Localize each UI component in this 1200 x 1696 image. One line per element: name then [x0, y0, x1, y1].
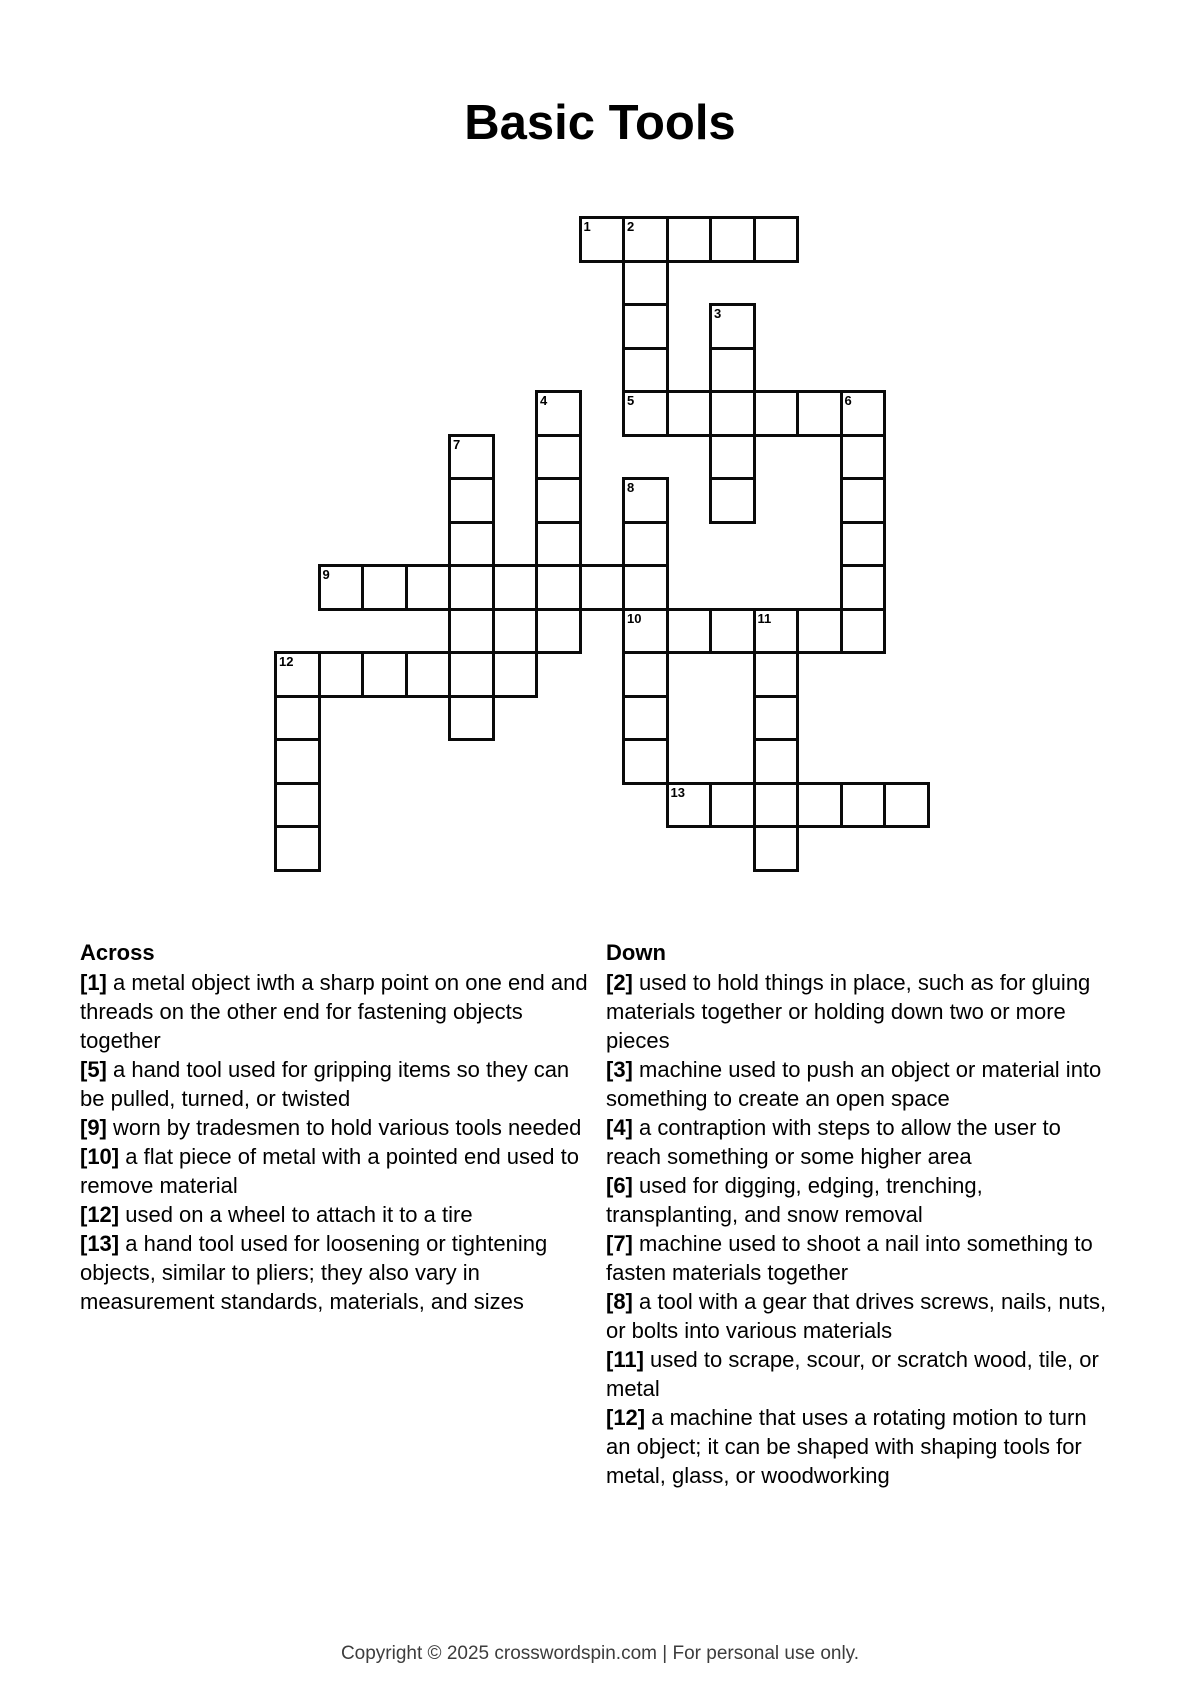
- grid-cell: [622, 738, 669, 785]
- grid-cell: [709, 782, 756, 829]
- footer-copyright: Copyright © 2025 crosswordspin.com | For personal use only.: [340, 1643, 860, 1664]
- grid-cell-number: 1: [583, 219, 591, 234]
- grid-cell: [535, 434, 582, 481]
- clue-number: [11]: [606, 1347, 644, 1372]
- grid-cell: [753, 825, 800, 872]
- grid-cell-number: 6: [844, 393, 852, 408]
- clue-number: [12]: [606, 1405, 646, 1430]
- grid-cell: [709, 434, 756, 481]
- clue-number: [5]: [80, 1057, 107, 1082]
- grid-cell: [492, 608, 539, 655]
- grid-cell: [448, 521, 495, 568]
- grid-cell: [840, 477, 887, 524]
- grid-cell: [753, 608, 800, 655]
- grid-cell: [622, 564, 669, 611]
- grid-cell: [840, 390, 887, 437]
- grid-cell-number: 4: [540, 393, 548, 408]
- clue-number: [13]: [80, 1231, 120, 1256]
- clue-down-8: [8] a tool with a gear that drives screws, nails, nuts, or bolts into various materials: [606, 1289, 1107, 1343]
- grid-cell: [709, 390, 756, 437]
- clue-down-4: [4] a contraption with steps to allow the user to reach something or some higher area: [606, 1115, 1061, 1169]
- grid-cell: [535, 608, 582, 655]
- grid-cell: [796, 608, 843, 655]
- grid-cell: [535, 390, 582, 437]
- clue-down-6: [6] used for digging, edging, trenching, transplanting, and snow removal: [606, 1173, 983, 1227]
- grid-cell: [448, 608, 495, 655]
- grid-cell: [840, 564, 887, 611]
- grid-cell: [318, 564, 365, 611]
- clue-number: [10]: [80, 1144, 120, 1169]
- grid-cell: [622, 216, 669, 263]
- clue-down-12: [12] a machine that uses a rotating motion to turn an object; it can be shaped with shaping tools for metal, glass, or woodworking: [606, 1405, 1087, 1488]
- grid-cell: [883, 782, 930, 829]
- grid-cell-number: 2: [627, 219, 635, 234]
- grid-cell: [535, 521, 582, 568]
- across-heading: Across: [80, 940, 155, 965]
- clue-number: [8]: [606, 1289, 633, 1314]
- grid-cell: [796, 782, 843, 829]
- grid-cell: [492, 564, 539, 611]
- grid-cell-number: 3: [714, 306, 722, 321]
- grid-cell: [622, 521, 669, 568]
- grid-cell: [753, 651, 800, 698]
- grid-cell: [274, 695, 321, 742]
- grid-cell-number: 5: [627, 393, 635, 408]
- grid-cell: [405, 651, 452, 698]
- clue-across-12: [12] used on a wheel to attach it to a tire: [80, 1202, 473, 1227]
- clue-number: [6]: [606, 1173, 633, 1198]
- clue-across-5: [5] a hand tool used for gripping items so they can be pulled, turned, or twisted: [80, 1057, 570, 1111]
- down-heading: Down: [606, 940, 666, 965]
- grid-cell: [753, 738, 800, 785]
- grid-cell: [709, 303, 756, 350]
- clue-across-10: [10] a flat piece of metal with a pointed end used to remove material: [80, 1144, 579, 1198]
- grid-cell: [840, 434, 887, 481]
- clue-number: [9]: [80, 1115, 107, 1140]
- grid-cell: [840, 521, 887, 568]
- grid-cell: [666, 390, 713, 437]
- grid-cell: [622, 390, 669, 437]
- grid-cell: [535, 564, 582, 611]
- grid-cell: [274, 738, 321, 785]
- clue-number: [2]: [606, 970, 633, 995]
- grid-cell: [622, 260, 669, 307]
- grid-cell: [622, 651, 669, 698]
- grid-cell: [448, 434, 495, 481]
- page-title: Basic Tools: [464, 96, 736, 150]
- grid-cell: [274, 825, 321, 872]
- grid-cell: [622, 608, 669, 655]
- grid-cell: [448, 651, 495, 698]
- grid-cell-number: 11: [757, 610, 772, 626]
- grid-cell: [448, 564, 495, 611]
- grid-cell: [840, 608, 887, 655]
- clue-number: [4]: [606, 1115, 633, 1140]
- clue-down-3: [3] machine used to push an object or material into something to create an open space: [606, 1057, 1102, 1111]
- grid-cell: [622, 477, 669, 524]
- grid-cell: [361, 651, 408, 698]
- grid-cell: [666, 782, 713, 829]
- grid-cell: [492, 651, 539, 698]
- clue-number: [12]: [80, 1202, 120, 1227]
- grid-cell: [622, 347, 669, 394]
- across-clue-list: [80, 968, 588, 1316]
- clue-across-13: [13] a hand tool used for loosening or tightening objects, similar to pliers; they also vary in measurement standards, materials, and sizes: [80, 1231, 548, 1314]
- grid-cell: [535, 477, 582, 524]
- grid-cell: [622, 695, 669, 742]
- grid-cell: [361, 564, 408, 611]
- grid-cell: [753, 390, 800, 437]
- grid-cell: [709, 347, 756, 394]
- grid-cell: [579, 564, 626, 611]
- grid-cell: [753, 782, 800, 829]
- grid-cell-number: 8: [627, 480, 635, 495]
- clue-across-1: [1] a metal object iwth a sharp point on one end and threads on the other end for fastening objects together: [80, 970, 588, 1053]
- grid-cell: [753, 216, 800, 263]
- grid-cell: [840, 782, 887, 829]
- grid-cell: [709, 216, 756, 263]
- clue-number: [1]: [80, 970, 107, 995]
- grid-cell: [274, 651, 321, 698]
- grid-cell: [622, 303, 669, 350]
- grid-cell: [448, 477, 495, 524]
- grid-cell: [753, 695, 800, 742]
- clue-number: [3]: [606, 1057, 633, 1082]
- grid-cell: [709, 608, 756, 655]
- grid-cell: [666, 216, 713, 263]
- grid-cell: [274, 782, 321, 829]
- clue-across-9: [9] worn by tradesmen to hold various tools needed: [80, 1115, 582, 1140]
- grid-cell: [405, 564, 452, 611]
- grid-cell: [318, 651, 365, 698]
- grid-cell: [709, 477, 756, 524]
- grid-cell: [579, 216, 626, 263]
- grid-cell: [796, 390, 843, 437]
- down-clue-list: [606, 968, 1108, 1490]
- clue-number: [7]: [606, 1231, 633, 1256]
- across-clues-section: [80, 938, 588, 1316]
- grid-cell: [448, 695, 495, 742]
- clue-down-11: [11] used to scrape, scour, or scratch wood, tile, or metal: [606, 1347, 1099, 1401]
- grid-cell-number: 9: [322, 567, 330, 582]
- grid-cell-number: 10: [627, 610, 642, 626]
- grid-cell-number: 12: [279, 654, 294, 669]
- grid-cell: [666, 608, 713, 655]
- grid-cell-number: 13: [670, 784, 685, 800]
- clue-down-2: [2] used to hold things in place, such as for gluing materials together or holding down two or more pieces: [606, 970, 1091, 1053]
- down-clues-section: [606, 938, 1108, 1490]
- grid-cell-number: 7: [453, 436, 461, 452]
- clue-down-7: [7] machine used to shoot a nail into something to fasten materials together: [606, 1231, 1093, 1285]
